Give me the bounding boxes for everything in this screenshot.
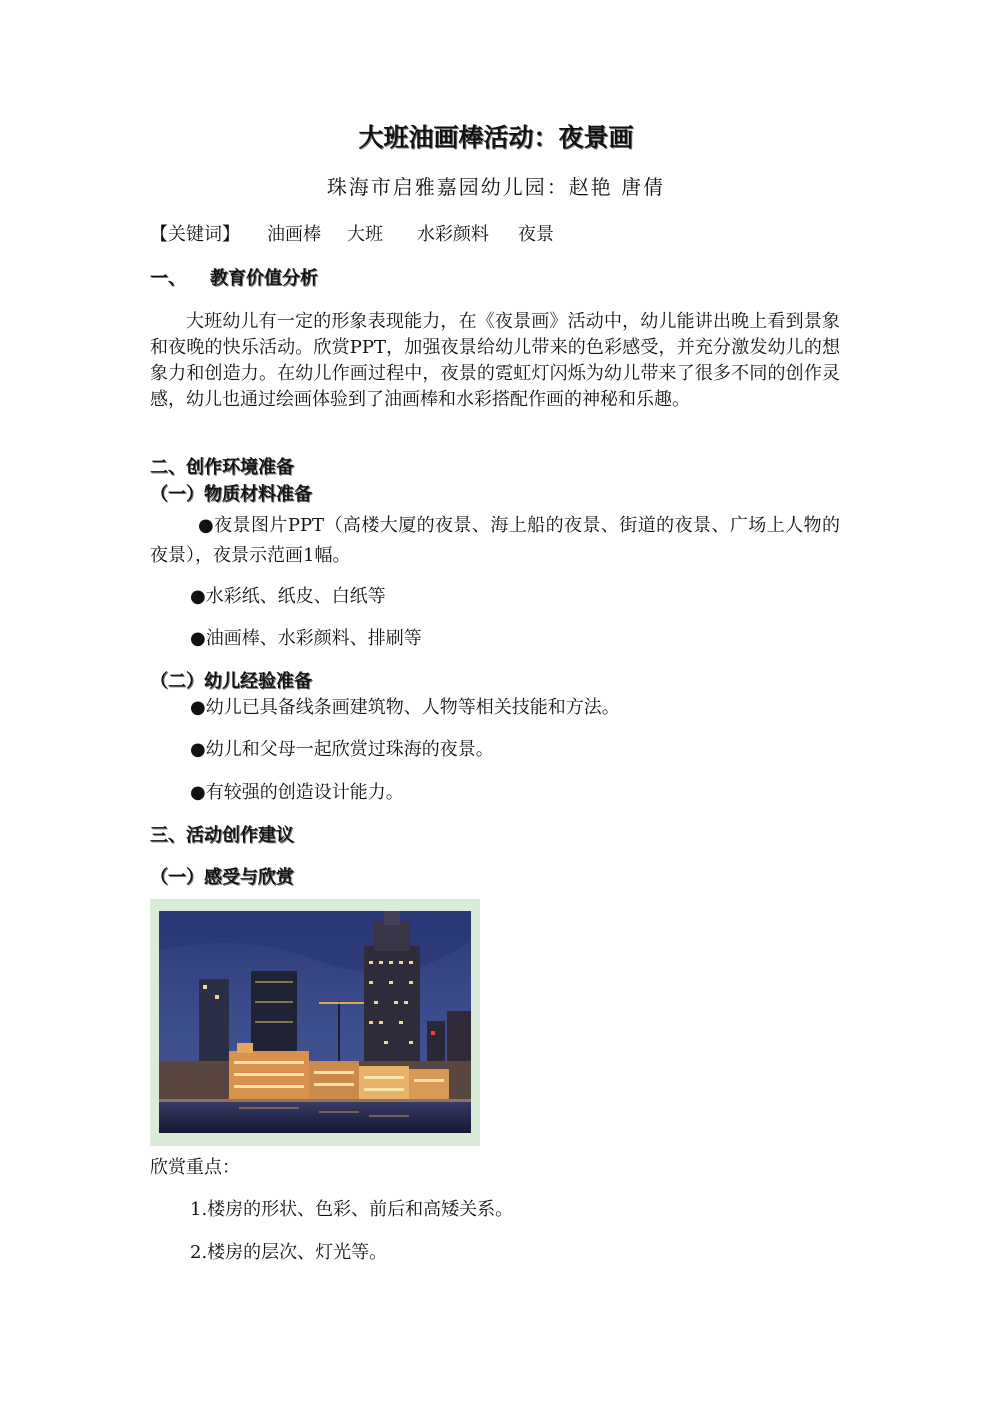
section-2-heading: 二、创作环境准备 [150,457,294,478]
materials-item: ●油画棒、水彩颜料、排刷等 [190,628,422,649]
keyword-item: 油画棒 [267,224,321,245]
section-1-number: 一、 [150,268,186,289]
focus-item: 2.楼房的层次、灯光等。 [190,1242,388,1263]
night-city-photo [150,899,480,1146]
section-1-paragraph: 大班幼儿有一定的形象表现能力，在《夜景画》活动中，幼儿能讲出晚上看到景象和夜晚的快乐活动。欣赏PPT，加强夜景给幼儿带来的色彩感受，并充分激发幼儿的想象力和创造力。在幼儿作画过程中，夜景的霓虹灯闪烁为幼儿带来了很多不同的创作灵感，幼儿也通过绘画体验到了油画棒和水彩搭配作画的神秘和乐趣。 [150,311,840,410]
materials-item: ●水彩纸、纸皮、白纸等 [190,586,386,607]
focus-label: 欣赏重点： [150,1157,240,1178]
section-3-heading: 三、活动创作建议 [150,825,294,846]
keyword-item: 夜景 [518,224,554,245]
section-3-sub1-heading: （一）感受与欣赏 [150,867,294,888]
focus-item: 1.楼房的形状、色彩、前后和高矮关系。 [190,1199,514,1220]
materials-item: ●夜景图片PPT（高楼大厦的夜景、海上船的夜景、街道的夜景、广场上人物的夜景），夜景示范画1幅。 [150,515,840,566]
keyword-item: 大班 [347,224,383,245]
experience-item: ●幼儿已具备线条画建筑物、人物等相关技能和方法。 [190,697,620,718]
section-2-sub1-heading: （一）物质材料准备 [150,484,312,505]
document-title: 大班油画棒活动：夜景画 [358,123,634,152]
keyword-item: 水彩颜料 [417,224,489,245]
document-subtitle: 珠海市启雅嘉园幼儿园：赵艳 唐倩 [326,175,666,199]
section-1-heading: 教育价值分析 [210,268,318,289]
section-2-sub2-heading: （二）幼儿经验准备 [150,671,312,692]
experience-item: ●有较强的创造设计能力。 [190,782,404,803]
night-skyline-image [159,911,471,1133]
experience-item: ●幼儿和父母一起欣赏过珠海的夜景。 [190,739,494,760]
keywords-label: 【关键词】 [150,224,240,245]
